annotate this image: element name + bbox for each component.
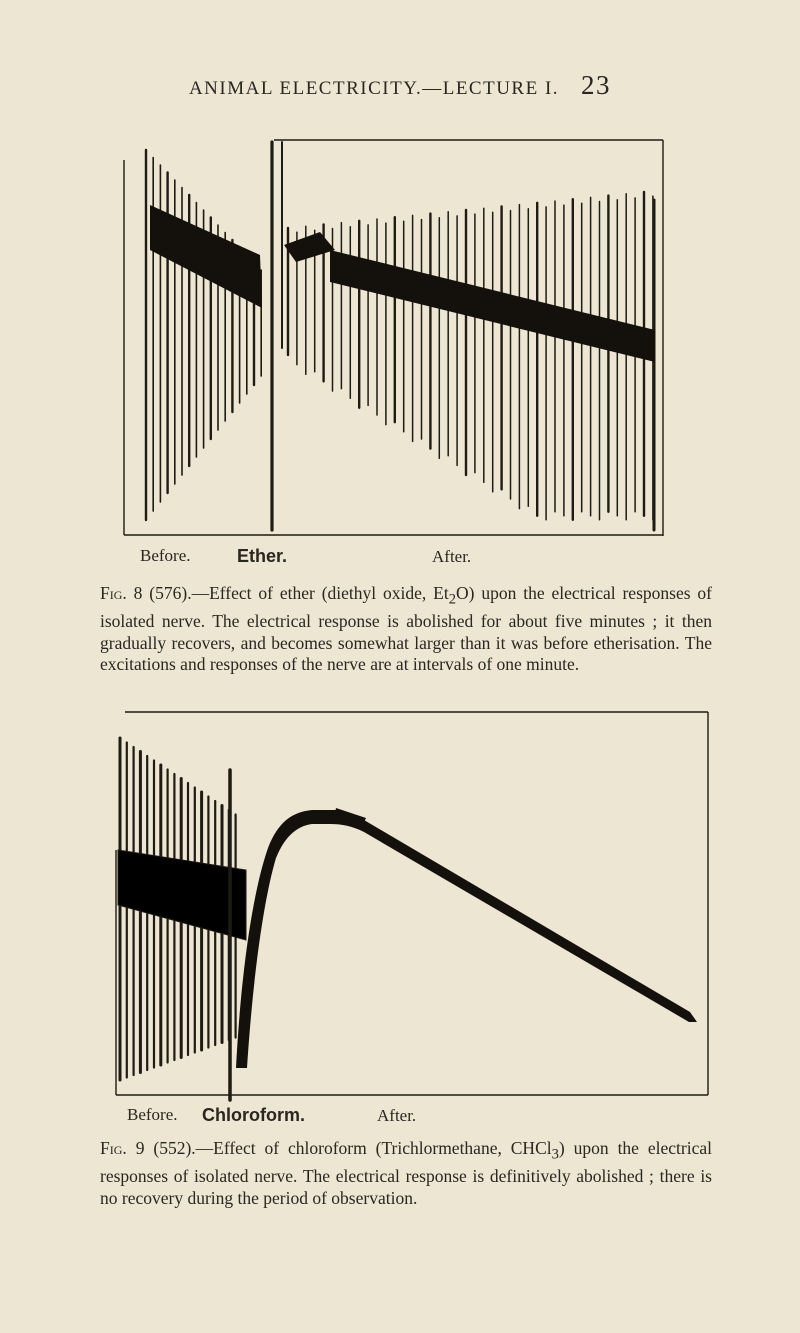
figure-9-recovery-curve: [236, 810, 697, 1068]
fig-8-subscript: 2: [448, 591, 456, 608]
page-number: 23: [581, 70, 612, 100]
fig-8-number: (576).: [149, 583, 192, 603]
fig-8-text-a: —Effect of ether (diethyl oxide, Et: [191, 583, 449, 603]
label-after: After.: [377, 1106, 417, 1125]
fig-9-label: Fig. 9: [100, 1138, 145, 1158]
fig-8-label: Fig. 8: [100, 583, 143, 603]
fig-9-number: (552).: [153, 1138, 196, 1158]
fig-8-text-b: O) upon the electrical responses of isolated nerve. The electrical response is abolished for about five minutes ; it then gradually recovers, and becomes somewhat larger than it was before etherisation. The excitations and responses of the nerve are at intervals of one minute.: [100, 583, 712, 675]
label-after: After.: [432, 547, 472, 566]
figure-9-response-lines: [118, 738, 246, 1100]
fig-9-subscript: 3: [551, 1146, 559, 1163]
label-ether: Ether.: [237, 546, 288, 566]
label-chloroform: Chloroform.: [202, 1105, 305, 1125]
label-before: Before.: [140, 546, 191, 565]
fig-9-text-b: ) upon the electrical responses of isolated nerve. The electrical response is definitively abolished ; there is no recovery during the period of observation.: [100, 1138, 712, 1208]
label-before: Before.: [127, 1105, 178, 1124]
fig-9-text-a: —Effect of chloroform (Trichlormethane, CHCl: [195, 1138, 552, 1158]
running-head-title: ANIMAL ELECTRICITY.—LECTURE I.: [188, 78, 560, 99]
figure-9-caption: [100, 1138, 712, 1209]
